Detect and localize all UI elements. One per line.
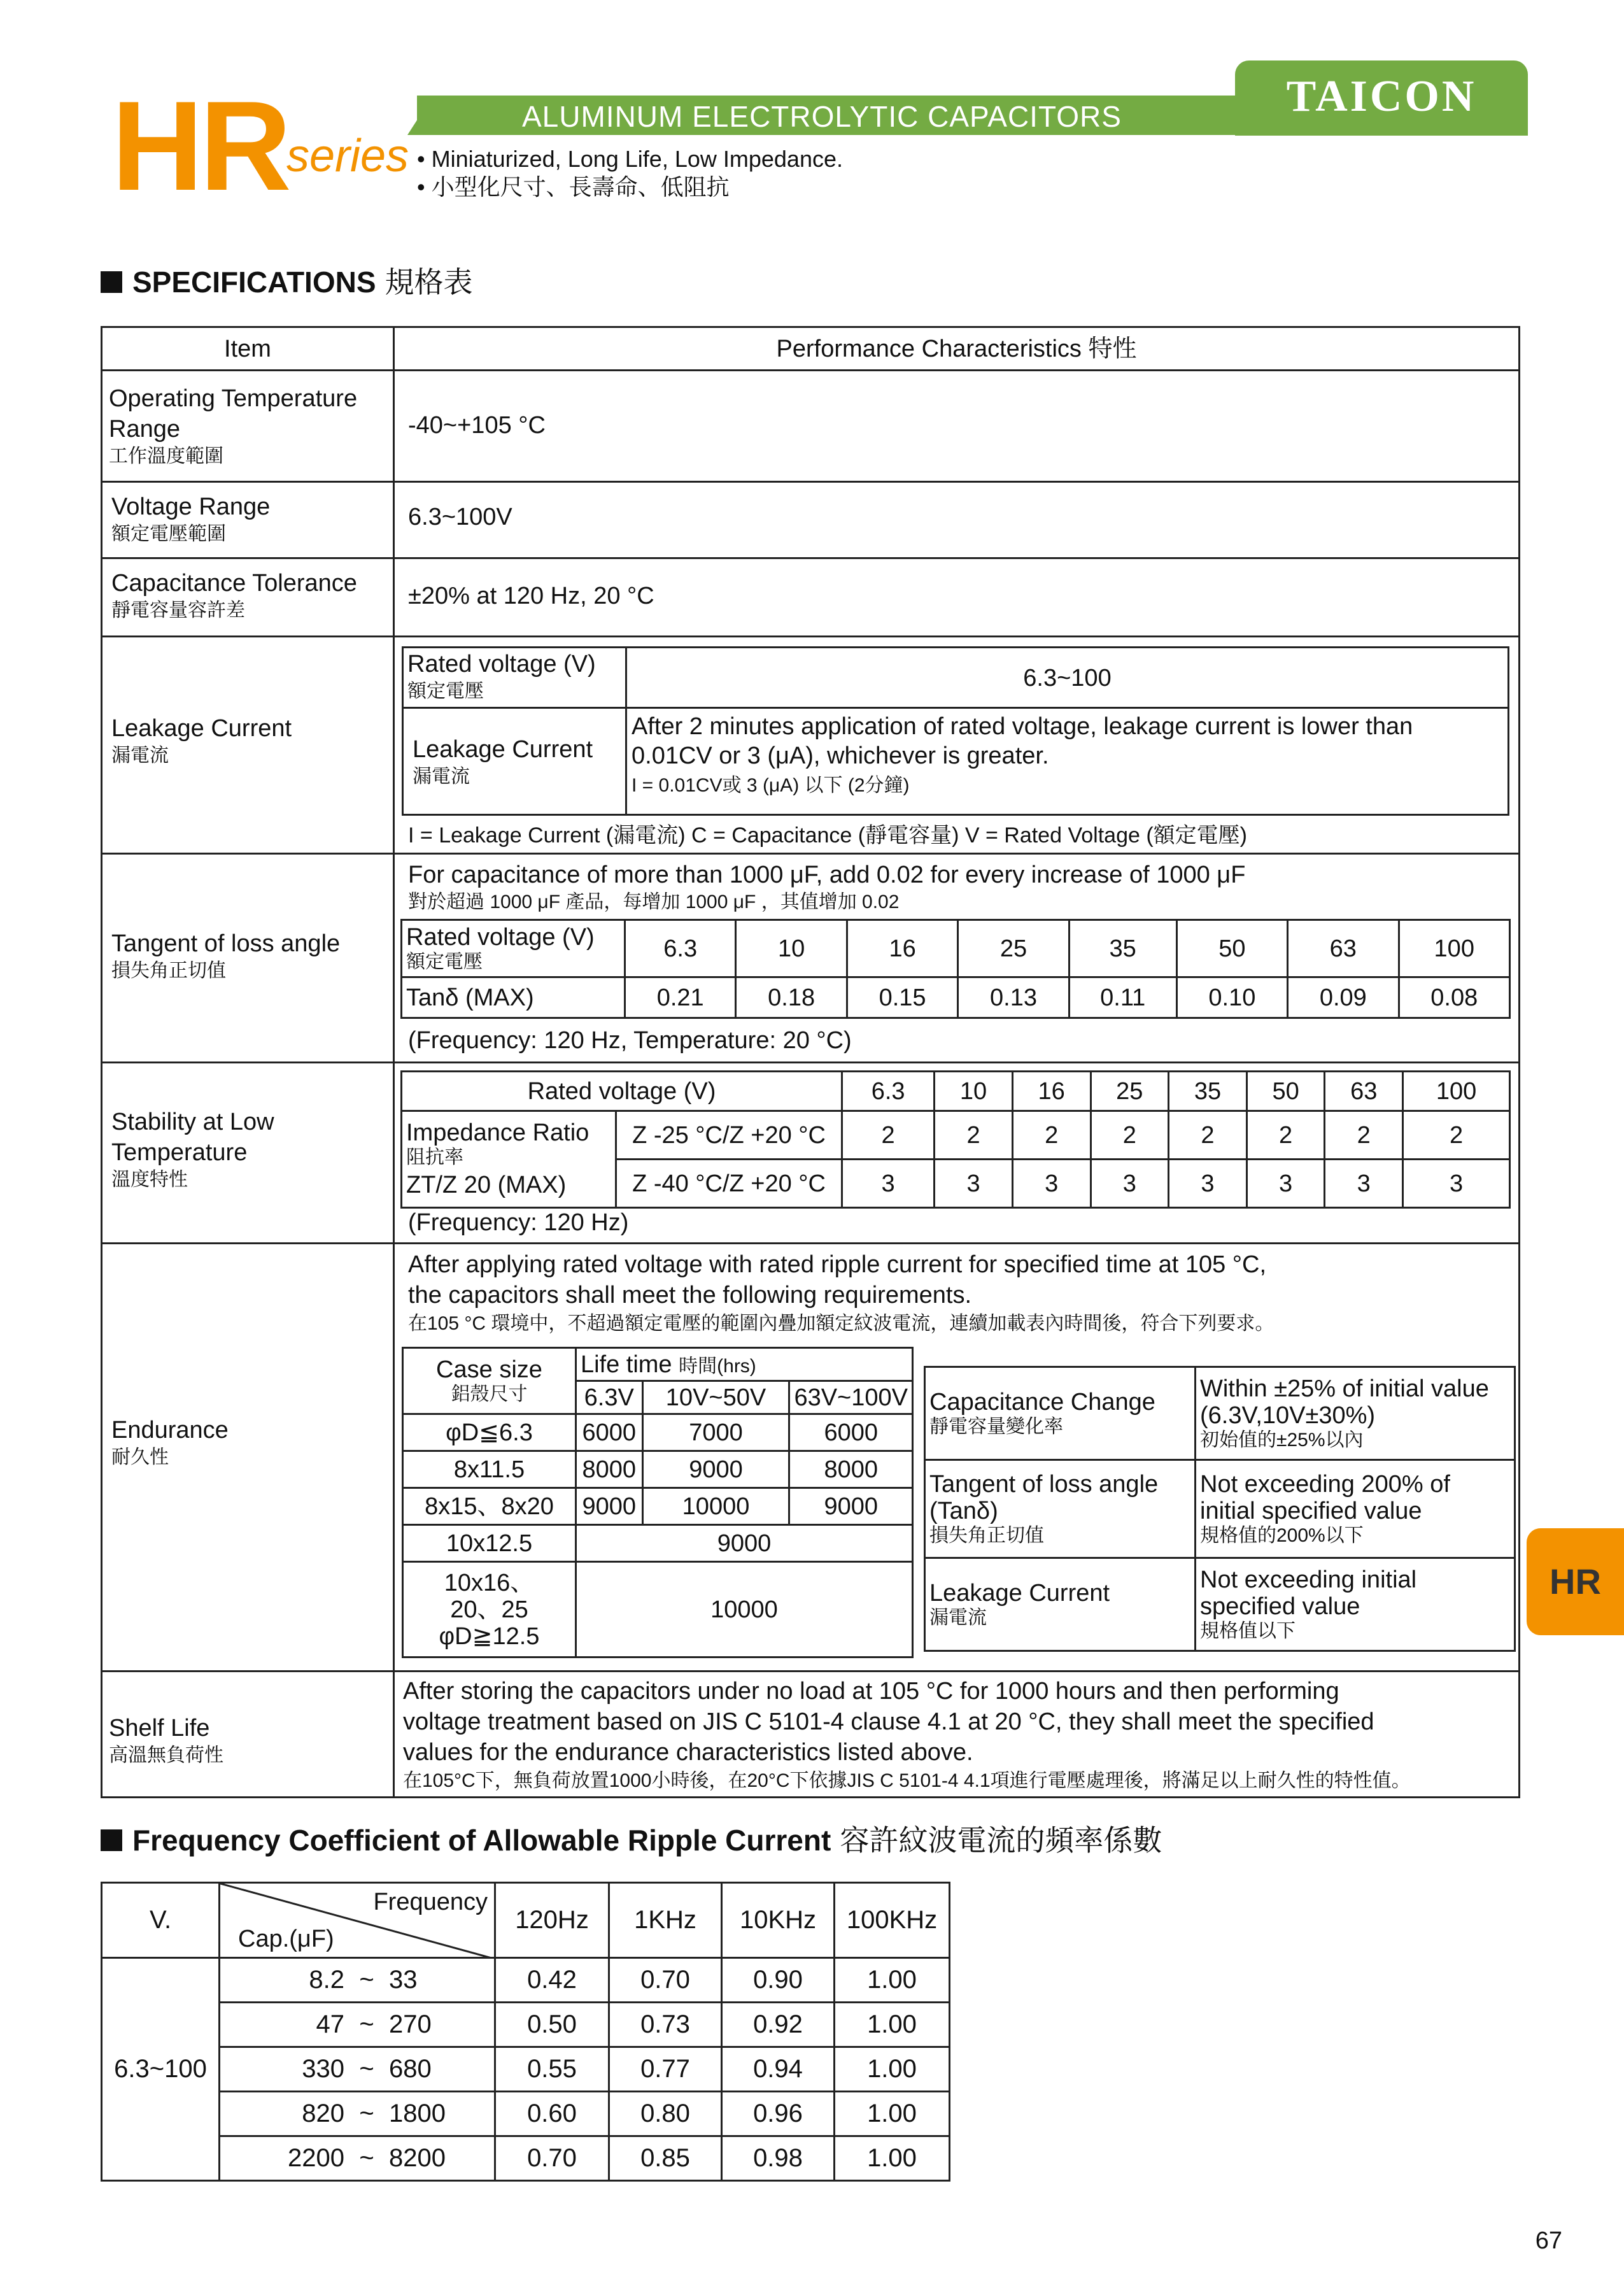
ripple-frequency-label: Frequency — [373, 1889, 488, 1915]
cap-tolerance-label: Capacitance Tolerance — [111, 570, 357, 597]
cap-range-high: 270 — [389, 2010, 432, 2038]
shelf-life-text-1: After storing the capacitors under no load at 105 °C for 1000 hours and then performing — [403, 1678, 1339, 1705]
ripple-coefficient-cell: 0.80 — [609, 2092, 722, 2136]
leakage-legend: I = Leakage Current (漏電流) C = Capacitance (靜電容量) V = Rated Voltage (額定電壓) — [408, 823, 1247, 848]
shelf-life-label-zh: 高溫無負荷性 — [109, 1745, 223, 1766]
low-temp-value-cell: 2 — [935, 1111, 1013, 1160]
tangent-label: Tangent of loss angle — [111, 930, 341, 957]
endurance-case-size-header — [403, 1348, 576, 1414]
ripple-coefficient-cell: 1.00 — [835, 2003, 950, 2047]
tangent-voltage-cell: 10 — [736, 920, 847, 977]
endurance-life-cell: 9000 — [642, 1451, 789, 1488]
ripple-coefficient-cell: 0.92 — [722, 2003, 835, 2047]
tagline-en: • Miniaturized, Long Life, Low Impedance. — [417, 146, 843, 172]
tangent-value-cell: 0.18 — [736, 977, 847, 1018]
ripple-capacitance-range — [220, 1958, 495, 2003]
endurance-case-size-cell: 8x11.5 — [403, 1451, 576, 1488]
tangent-label-zh: 損失角正切值 — [111, 960, 226, 981]
ripple-heading — [101, 1822, 1162, 1858]
leakage-lc-text-zh: I = 0.01CV或 3 (μA) 以下 (2分鐘) — [632, 775, 910, 796]
endurance-text-2: the capacitors shall meet the following requirements. — [408, 1282, 972, 1309]
op-temp-value: -40~+105 °C — [408, 412, 546, 439]
tangent-voltage-cell: 100 — [1399, 920, 1509, 977]
endurance-req-value-cell — [1196, 1367, 1515, 1460]
cap-range-high: 33 — [389, 1966, 418, 1994]
endurance-life-table — [402, 1347, 914, 1658]
endurance-case-size: Case size — [436, 1356, 542, 1383]
tangent-voltage-cell: 6.3 — [625, 920, 736, 977]
tangent-note-zh: 對於超過 1000 μF 產品，每增加 1000 μF ，其值增加 0.02 — [408, 891, 900, 912]
endurance-req-name-cell — [925, 1558, 1196, 1651]
endurance-life-cell: 6000 — [789, 1414, 913, 1451]
endurance-life-cell: 10000 — [642, 1488, 789, 1525]
column-header-item: Item — [224, 336, 271, 362]
tangent-voltage-cell: 50 — [1176, 920, 1287, 977]
low-temp-voltage-row — [402, 1072, 1510, 1111]
endurance-req-name-zh: 損失角正切值 — [929, 1524, 1044, 1546]
ripple-frequency-col: 1KHz — [609, 1883, 722, 1958]
endurance-req-value-cell — [1196, 1460, 1515, 1558]
cap-range-tilde: ~ — [359, 1966, 374, 1994]
low-temp-voltage-cell: 6.3 — [842, 1072, 935, 1111]
endurance-req-name: Tangent of loss angle — [929, 1470, 1159, 1498]
endurance-req-row — [925, 1460, 1515, 1558]
low-temp-value-cell: 2 — [1246, 1111, 1325, 1160]
low-temp-zt-label: ZT/Z 20 (MAX) — [406, 1172, 567, 1198]
ripple-row — [102, 2136, 950, 2181]
tangent-frequency-note: (Frequency: 120 Hz, Temperature: 20 °C) — [408, 1027, 852, 1054]
tangent-tan-label: Tanδ (MAX) — [402, 977, 625, 1018]
ripple-heading-zh: 容許紋波電流的頻率係數 — [840, 1824, 1162, 1857]
low-temp-voltage-cell: 35 — [1169, 1072, 1247, 1111]
low-temp-value-cell: 3 — [1169, 1160, 1247, 1208]
endurance-life-cell: 9000 — [575, 1525, 912, 1562]
low-temp-frequency-note: (Frequency: 120 Hz) — [408, 1209, 629, 1236]
endurance-life-row — [403, 1525, 913, 1562]
endurance-label-zh: 耐久性 — [111, 1447, 169, 1468]
ripple-frequency-col: 100KHz — [835, 1883, 950, 1958]
tagline-zh: • 小型化尺寸、長壽命、低阻抗 — [417, 174, 730, 200]
leakage-subtable — [402, 646, 1509, 816]
cap-range-low: 2200 — [288, 2144, 344, 2172]
cap-range-low: 8.2 — [309, 1966, 344, 1994]
leakage-label-zh: 漏電流 — [111, 745, 169, 766]
specifications-heading-zh: 規格表 — [385, 266, 473, 299]
tangent-voltage-cell: 63 — [1288, 920, 1399, 977]
low-temp-voltage-cell: 100 — [1403, 1072, 1510, 1111]
ripple-capacitance-range — [220, 2136, 495, 2181]
endurance-life-time-zh: 時間(hrs) — [679, 1355, 756, 1377]
row-divider — [102, 1061, 1518, 1063]
ripple-row — [102, 2003, 950, 2047]
ripple-row — [102, 1958, 950, 2003]
endurance-req-value: Within ±25% of initial value — [1200, 1375, 1489, 1402]
tangent-rv-label-cell — [402, 920, 625, 977]
endurance-life-row — [403, 1488, 913, 1525]
cap-range-low: 330 — [302, 2055, 344, 2083]
endurance-req-name-zh: 漏電流 — [929, 1607, 987, 1628]
low-temp-row2-label: Z -40 °C/Z +20 °C — [616, 1160, 842, 1208]
low-temp-voltage-cell: 50 — [1246, 1072, 1325, 1111]
low-temp-label: Stability at Low — [111, 1109, 274, 1135]
low-temp-value-cell: 3 — [1091, 1160, 1169, 1208]
leakage-rv-label-zh: 額定電壓 — [407, 681, 484, 702]
low-temp-value-cell: 2 — [1169, 1111, 1247, 1160]
ripple-coefficient-cell: 0.90 — [722, 1958, 835, 2003]
endurance-case-size-cell: φD≦6.3 — [403, 1414, 576, 1451]
cap-range-tilde: ~ — [359, 2099, 374, 2127]
ripple-coefficient-cell: 0.94 — [722, 2047, 835, 2092]
low-temp-ir-label-zh: 阻抗率 — [406, 1147, 463, 1168]
low-temp-value-cell: 2 — [1012, 1111, 1091, 1160]
tangent-value-cell: 0.11 — [1069, 977, 1176, 1018]
op-temp-label-2: Range — [109, 416, 180, 443]
tangent-value-cell: 0.08 — [1399, 977, 1509, 1018]
endurance-req-value: (6.3V,10V±30%) — [1200, 1402, 1376, 1429]
leakage-label: Leakage Current — [111, 715, 292, 742]
cap-range-high: 8200 — [389, 2144, 446, 2172]
low-temp-value-cell: 3 — [1325, 1160, 1403, 1208]
ripple-capacitance-range — [220, 2047, 495, 2092]
series-code: HR — [111, 75, 288, 217]
ripple-capacitance-range — [220, 2003, 495, 2047]
low-temp-value-cell: 3 — [1403, 1160, 1510, 1208]
endurance-life-cell: 7000 — [642, 1414, 789, 1451]
low-temp-table — [400, 1070, 1511, 1209]
endurance-req-value-cell — [1196, 1558, 1515, 1651]
tangent-value-cell: 0.21 — [625, 977, 736, 1018]
cap-tolerance-value: ±20% at 120 Hz, 20 °C — [408, 583, 654, 609]
low-temp-ir-label: Impedance Ratio — [406, 1119, 590, 1146]
tangent-value-row — [402, 977, 1510, 1018]
low-temp-label-zh: 溫度特性 — [111, 1169, 188, 1190]
shelf-life-text-3: values for the endurance characteristics listed above. — [403, 1739, 973, 1766]
ripple-coefficient-cell: 0.50 — [495, 2003, 609, 2047]
endurance-life-time: Life time — [580, 1351, 672, 1378]
endurance-req-value: Not exceeding initial — [1200, 1566, 1417, 1593]
endurance-case-size-cell-large — [403, 1562, 576, 1658]
endurance-label: Endurance — [111, 1417, 229, 1444]
endurance-req-row — [925, 1367, 1515, 1460]
endurance-life-time-header — [575, 1348, 912, 1381]
endurance-case-size-cell: 10x12.5 — [403, 1525, 576, 1562]
leakage-rv-label: Rated voltage (V) — [407, 651, 596, 678]
specifications-table — [101, 326, 1520, 1798]
ripple-diagonal-header — [220, 1883, 495, 1958]
cap-range-low: 820 — [302, 2099, 344, 2127]
endurance-life-row — [403, 1451, 913, 1488]
endurance-case-size-cell: 8x15、8x20 — [403, 1488, 576, 1525]
ripple-coefficient-table — [101, 1882, 950, 2182]
endurance-case-size-line: φD≧12.5 — [439, 1622, 540, 1650]
low-temp-value-cell: 2 — [1325, 1111, 1403, 1160]
ripple-coefficient-cell: 0.85 — [609, 2136, 722, 2181]
endurance-voltage-col: 10V~50V — [642, 1381, 789, 1414]
endurance-text-zh: 在105 °C 環境中，不超過額定電壓的範圍內疊加額定紋波電流，連續加載表內時間後，符合下列要求。 — [408, 1313, 1274, 1334]
endurance-req-row — [925, 1558, 1515, 1651]
low-temp-value-cell: 2 — [1091, 1111, 1169, 1160]
leakage-lc-text-2: 0.01CV or 3 (μA), whichever is greater. — [632, 742, 1049, 769]
endurance-req-value-zh: 規格值的200%以下 — [1200, 1524, 1364, 1546]
tangent-voltage-row — [402, 920, 1510, 977]
cap-range-tilde: ~ — [359, 2055, 374, 2083]
cap-tolerance-label-zh: 靜電容量容許差 — [111, 600, 245, 621]
low-temp-value-cell: 3 — [1246, 1160, 1325, 1208]
cap-range-low: 47 — [316, 2010, 344, 2038]
tangent-value-cell: 0.10 — [1176, 977, 1287, 1018]
endurance-case-size-line: 20、25 — [450, 1596, 528, 1623]
ripple-coefficient-cell: 1.00 — [835, 2136, 950, 2181]
cap-range-high: 1800 — [389, 2099, 446, 2127]
endurance-case-size-line: 10x16、 — [444, 1569, 535, 1596]
tangent-voltage-cell: 35 — [1069, 920, 1176, 977]
tangent-voltage-cell: 25 — [958, 920, 1069, 977]
tangent-value-cell: 0.09 — [1288, 977, 1399, 1018]
endurance-text-1: After applying rated voltage with rated ripple current for specified time at 105 °C, — [408, 1251, 1266, 1278]
ripple-coefficient-cell: 0.70 — [609, 1958, 722, 2003]
tangent-value-cell: 0.15 — [847, 977, 957, 1018]
endurance-req-name-zh: 靜電容量變化率 — [929, 1416, 1063, 1437]
endurance-life-cell: 8000 — [575, 1451, 642, 1488]
ripple-capacitance-range — [220, 2092, 495, 2136]
series-side-tab-label: HR — [1550, 1561, 1601, 1601]
endurance-life-row — [403, 1414, 913, 1451]
tangent-table — [400, 919, 1511, 1019]
endurance-life-header-row — [403, 1348, 913, 1381]
cap-range-high: 680 — [389, 2055, 432, 2083]
low-temp-voltage-cell: 10 — [935, 1072, 1013, 1111]
shelf-life-label: Shelf Life — [109, 1715, 210, 1742]
endurance-requirements-table — [924, 1366, 1516, 1652]
endurance-req-name-cell — [925, 1460, 1196, 1558]
endurance-req-name: (Tanδ) — [929, 1497, 998, 1524]
ripple-coefficient-cell: 0.60 — [495, 2092, 609, 2136]
page-number: 67 — [1535, 2227, 1562, 2254]
low-temp-voltage-cell: 63 — [1325, 1072, 1403, 1111]
leakage-rv-value: 6.3~100 — [1023, 665, 1112, 692]
specifications-heading — [101, 264, 473, 300]
series-word: series — [286, 131, 409, 181]
low-temp-label-2: Temperature — [111, 1139, 248, 1166]
row-divider — [102, 369, 1518, 371]
endurance-life-cell: 9000 — [575, 1488, 642, 1525]
ripple-coefficient-cell: 0.70 — [495, 2136, 609, 2181]
voltage-range-label: Voltage Range — [111, 493, 271, 520]
op-temp-label: Operating Temperature — [109, 385, 358, 412]
specifications-heading-text: SPECIFICATIONS — [132, 266, 376, 299]
ripple-coefficient-cell: 1.00 — [835, 2047, 950, 2092]
endurance-req-value: Not exceeding 200% of — [1200, 1470, 1450, 1498]
cap-range-tilde: ~ — [359, 2144, 374, 2172]
endurance-life-cell: 10000 — [575, 1562, 912, 1658]
tangent-value-cell: 0.13 — [958, 977, 1069, 1018]
low-temp-value-cell: 2 — [1403, 1111, 1510, 1160]
leakage-lc-label-zh: 漏電流 — [413, 766, 470, 787]
low-temp-value-cell: 2 — [842, 1111, 935, 1160]
ripple-coefficient-cell: 0.96 — [722, 2092, 835, 2136]
cap-range-tilde: ~ — [359, 2010, 374, 2038]
row-divider — [102, 1242, 1518, 1244]
ripple-row — [102, 2047, 950, 2092]
banner-title: ALUMINUM ELECTROLYTIC CAPACITORS — [522, 100, 1122, 133]
ripple-frequency-col: 120Hz — [495, 1883, 609, 1958]
low-temp-value-cell: 3 — [842, 1160, 935, 1208]
ripple-frequency-col: 10KHz — [722, 1883, 835, 1958]
brand-logo: TAICON — [1286, 72, 1477, 121]
endurance-case-size-zh: 鋁殼尺寸 — [451, 1383, 528, 1405]
ripple-coefficient-cell: 0.98 — [722, 2136, 835, 2181]
ripple-coefficient-cell: 1.00 — [835, 1958, 950, 2003]
endurance-life-cell: 9000 — [789, 1488, 913, 1525]
low-temp-rv-label: Rated voltage (V) — [402, 1072, 842, 1111]
tangent-note: For capacitance of more than 1000 μF, add 0.02 for every increase of 1000 μF — [408, 862, 1246, 888]
ripple-coefficient-cell: 0.77 — [609, 2047, 722, 2092]
heading-square-icon — [101, 1829, 122, 1851]
tangent-rv-label: Rated voltage (V) — [406, 923, 595, 951]
column-header-performance: Performance Characteristics 特性 — [776, 336, 1137, 362]
ripple-coefficient-cell: 0.42 — [495, 1958, 609, 2003]
leakage-lc-text-1: After 2 minutes application of rated voltage, leakage current is lower than — [632, 713, 1413, 740]
endurance-req-value: initial specified value — [1200, 1497, 1422, 1524]
shelf-life-text-zh: 在105°C下，無負荷放置1000小時後，在20°C下依據JIS C 5101-4 4.1項進行電壓處理後，將滿足以上耐久性的特性值。 — [403, 1770, 1411, 1791]
endurance-req-value-zh: 規格值以下 — [1200, 1620, 1296, 1642]
row-divider — [102, 635, 1518, 637]
row-divider — [102, 481, 1518, 483]
leakage-lc-label: Leakage Current — [413, 736, 593, 763]
ripple-coefficient-cell: 0.73 — [609, 2003, 722, 2047]
op-temp-label-zh: 工作溫度範圍 — [109, 446, 223, 467]
ripple-coefficient-cell: 1.00 — [835, 2092, 950, 2136]
row-divider — [102, 557, 1518, 559]
ripple-voltage-header: V. — [102, 1883, 220, 1958]
ripple-coefficient-cell: 0.55 — [495, 2047, 609, 2092]
low-temp-ir-cell — [402, 1111, 616, 1208]
endurance-voltage-col: 63V~100V — [789, 1381, 913, 1414]
endurance-life-cell: 8000 — [789, 1451, 913, 1488]
row-divider — [102, 1670, 1518, 1672]
endurance-voltage-col: 6.3V — [575, 1381, 642, 1414]
ripple-row — [102, 2092, 950, 2136]
endurance-life-cell: 6000 — [575, 1414, 642, 1451]
shelf-life-text-2: voltage treatment based on JIS C 5101-4 clause 4.1 at 20 °C, they shall meet the specified — [403, 1708, 1374, 1735]
low-temp-voltage-cell: 25 — [1091, 1072, 1169, 1111]
row-divider — [102, 853, 1518, 855]
heading-square-icon — [101, 271, 122, 293]
voltage-range-value: 6.3~100V — [408, 504, 512, 530]
low-temp-row-25 — [402, 1111, 1510, 1160]
endurance-req-value-zh: 初始值的±25%以內 — [1200, 1429, 1364, 1451]
ripple-capacitance-label: Cap.(μF) — [238, 1926, 334, 1952]
low-temp-value-cell: 3 — [935, 1160, 1013, 1208]
low-temp-value-cell: 3 — [1012, 1160, 1091, 1208]
endurance-req-name: Leakage Current — [929, 1579, 1110, 1607]
low-temp-row1-label: Z -25 °C/Z +20 °C — [616, 1111, 842, 1160]
ripple-voltage-value: 6.3~100 — [102, 1958, 220, 2181]
ripple-header-row — [102, 1883, 950, 1958]
endurance-req-name-cell — [925, 1367, 1196, 1460]
endurance-life-row — [403, 1562, 913, 1658]
voltage-range-label-zh: 額定電壓範圍 — [111, 523, 226, 544]
endurance-req-name: Capacitance Change — [929, 1388, 1155, 1416]
endurance-req-value: specified value — [1200, 1593, 1360, 1620]
row-divider — [404, 707, 1507, 709]
low-temp-voltage-cell: 16 — [1012, 1072, 1091, 1111]
tangent-voltage-cell: 16 — [847, 920, 957, 977]
tangent-rv-label-zh: 額定電壓 — [406, 951, 483, 972]
ripple-heading-text: Frequency Coefficient of Allowable Ripple Current — [132, 1824, 831, 1857]
